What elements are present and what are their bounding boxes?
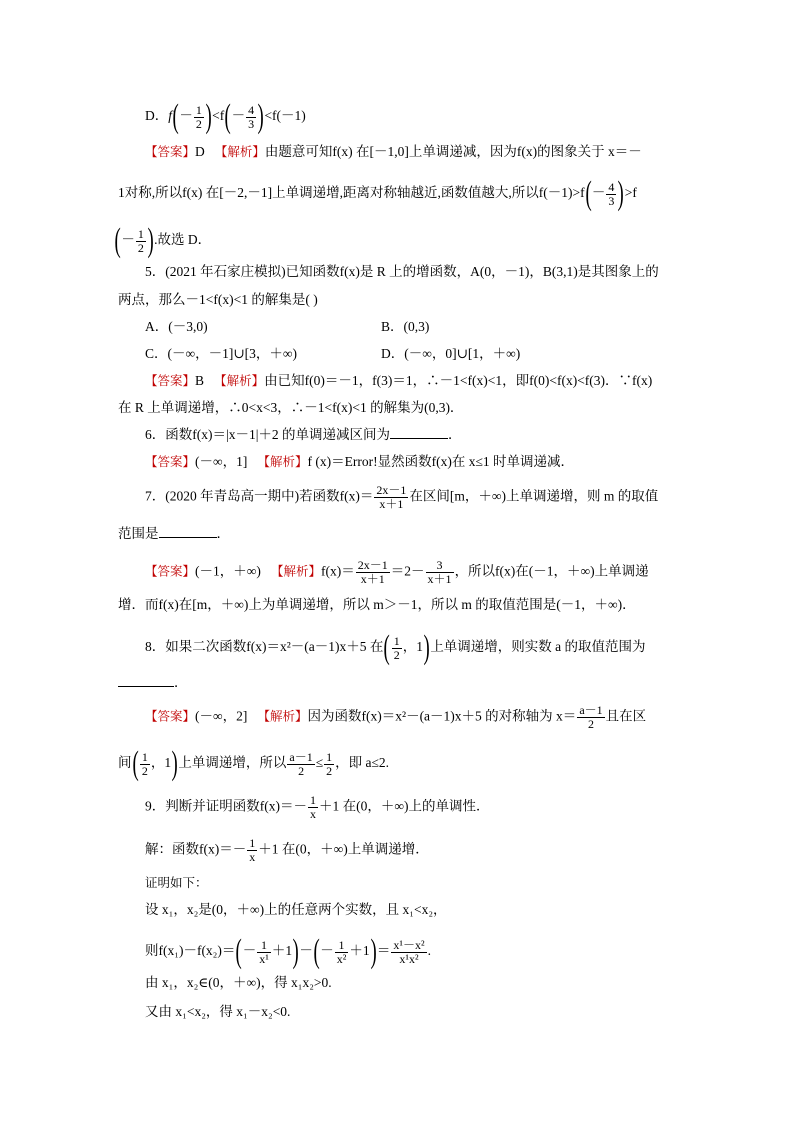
q7-stem-l2-end: ． [216,526,230,541]
q5-analysis-l2: 在 R 上单调递增，∴0<x<3，∴－1<f(x)<1 的解集为(0,3)． [118,400,464,415]
a-minus-one-over-two: $\frac{a-1}{2}$ [579,703,603,731]
q8-stem-l2 [118,674,188,692]
q8-stem-end: ． [174,675,188,690]
proof-result-fraction: $\frac{\text{x¹－x²}}{\text{x¹x²}}$ [393,937,425,966]
q9-sol-post: ＋1 在(0，＋∞)上单调递增． [258,841,429,857]
fraction-one-half: $\frac{1}{2}$ [137,226,144,255]
fraction-one-half: $\frac{1}{2}$ [195,102,202,131]
equals-sign: ＝ [376,943,391,959]
one-over-x: $\frac{1}{x}$ [249,836,256,864]
q8-stem-post: 上单调递增，则实数 a 的取值范围为 [430,639,646,655]
q7-analysis-l2: 增．而f(x)在[m，＋∞)上为单调递增，所以 m＞－1，所以 m 的取值范围是(－1，＋∞)． [118,597,636,612]
q8-stem-l1: 8．如果二次函数f(x)＝x²－(a－1)x＋5 在( $\frac{1}{2}$ ，1)上单调递增，则实数 a 的取值范围为 [145,629,646,666]
q5-answer: B [195,373,205,388]
q4-answer: D [195,144,205,159]
less-than-f: <f [212,108,225,124]
answer-tag: 【答案】 [145,708,196,724]
q7-stem-post: 在区间[m，＋∞)上单调递增，则 m 的取值 [409,488,659,504]
q9-proof-l2: 则f(x₁)－f(x₂)＝(－ $\frac{1}{\text{x¹}}$ ＋1)－(－ $\frac{1}{\text{x²}}$ ＋1)＝ $\frac{\text{x¹－x²}}{\text{x¹x²}}$ . [145,933,431,970]
minus-sign: － [320,943,334,959]
q6-stem-end: ． [448,427,462,442]
fraction-four-thirds: $\frac{4}{3}$ [248,102,255,131]
q8-answer: (－∞，2] [195,708,248,724]
fraction-one-half: $\frac{1}{2}$ [326,749,333,778]
analysis-tag: 【解析】 [271,563,322,579]
q8-analysis-post: 且在区 [605,708,647,724]
q7-analysis-post: ，所以f(x)在(－1，＋∞)上单调递 [454,563,649,579]
plus-one: ＋1 [349,943,370,959]
interval-sep: ，1 [150,755,172,771]
one-over-x1: $\frac{1}{\text{x¹}}$ [259,937,269,966]
one-over-x2: $\frac{1}{\text{x²}}$ [336,937,347,966]
q9-sol-pre: 解：函数f(x)＝－ [145,841,247,857]
answer-blank [159,525,217,538]
minus-sign: － [231,108,246,124]
greater-than-f: >f [624,185,637,201]
answer-blank [118,674,174,687]
q7-answer: (－1，＋∞) [195,563,261,579]
q7-analysis-pre: f(x)＝ [321,563,355,579]
option-d-tail: <f(－1) [264,108,306,124]
q8-analysis-l2: 间( $\frac{1}{2}$ ，1)上单调递增，所以 $\frac{a-1}{2}$ ≤ $\frac{1}{2}$ ，即 a≤2. [118,745,390,782]
answer-tag: 【答案】 [145,373,196,388]
minus-sign: － [591,185,606,201]
q4-analysis-tail: .故选 D． [154,232,212,248]
fraction-one-half: $\frac{1}{2}$ [141,749,148,778]
q7-stem-l2-text: 范围是 [118,526,159,541]
q9-proof-l4: 又由 x₁<x₂，得 x₁－x₂<0. [145,1004,291,1019]
q9-solution [145,837,429,864]
one-over-x: $\frac{1}{x}$ [310,793,316,821]
q9-stem [145,794,490,821]
q9-proof-l3: 由 x₁，x₂∈(0，＋∞)，得 x₁x₂>0. [145,975,332,990]
q5-analysis-l1: 由已知f(0)＝－1，f(3)＝1，∴－1<f(x)<1，即f(0)<f(x)<f(3)．∵f(x) [264,373,653,388]
q6-stem-text: 6．函数f(x)＝|x－1|＋2 的单调递减区间为 [145,427,391,442]
le-sign: ≤ [315,755,324,771]
q8-stem-pre: 8．如果二次函数f(x)＝x²－(a－1)x＋5 在 [145,639,384,655]
a-minus-one-over-two: $\frac{a-1}{2}$ [289,749,313,778]
q4-analysis-l1: 由题意可知f(x) 在[－1,0]上单调递减，因为f(x)的图象关于 x＝－ [264,144,642,159]
fraction-four-thirds: $\frac{4}{3}$ [608,179,615,208]
analysis-tag: 【解析】 [257,708,308,724]
q9-proof-l1: 设 x₁，x₂是(0，＋∞)上的任意两个实数，且 x₁<x₂， [145,902,447,917]
minus-sign: － [179,108,193,124]
answer-tag: 【答案】 [145,454,196,469]
minus-sign: － [299,943,313,959]
q8-analysis-pre: 因为函数f(x)＝x²－(a－1)x＋5 的对称轴为 x＝ [307,708,577,724]
minus-sign: － [121,232,135,248]
q7-fraction: $\frac{2x-1}{x+1}$ [376,483,407,511]
q7-answer-line [145,559,649,586]
q7-stem-l2 [118,525,230,543]
q8-analysis-l2-pre: 间 [118,755,132,771]
q9-proof-title: 证明如下： [145,876,208,890]
q9-proof-l2-pre: 则f(x₁)－f(x₂)＝ [145,943,236,959]
q7-analysis-mid: ＝2－ [390,563,425,579]
minus-sign: － [242,943,257,959]
q4-answer-line [145,143,642,161]
q4-analysis-line3: (－ $\frac{1}{2}$ ).故选 D． [114,222,212,259]
q5-option-a: A．(－3,0) [145,319,208,334]
q7-stem-l1 [145,484,658,511]
q8-answer-line [145,704,646,731]
option-label: D． [145,108,169,124]
q5-option-b: B．(0,3) [381,319,430,334]
end-dot: . [427,943,431,959]
q4-analysis-l2: 1对称,所以f(x) 在[－2,－1]上单调递增,距离对称轴越近,函数值越大,所以f(－1)>f [118,185,585,201]
answer-blank [390,426,448,439]
analysis-tag: 【解析】 [214,373,265,388]
q5-answer-line [145,372,652,390]
q6-analysis: f (x)＝Error!显然函数f(x)在 x≤1 时单调递减． [307,454,575,469]
q9-stem-pre: 9．判断并证明函数f(x)＝－ [145,798,307,814]
q7-fraction-2: $\frac{3}{x+1}$ [427,558,452,586]
q7-fraction: $\frac{2x-1}{x+1}$ [357,558,388,586]
q4-analysis-line2: 1对称,所以f(x) 在[－2,－1]上单调递增,距离对称轴越近,函数值越大,所以f(－1)>f(－ $\frac{4}{3}$ )>f [118,175,637,212]
q6-answer: (－∞，1] [195,454,248,469]
fraction-one-half: $\frac{1}{2}$ [393,633,400,662]
q5-stem-l1: 5．(2021 年石家庄模拟)已知函数f(x)是 R 上的增函数，A(0，－1)，B(3,1)是其图象上的 [145,264,659,279]
analysis-tag: 【解析】 [257,454,308,469]
q9-stem-post: ＋1 在(0，＋∞)上的单调性． [319,798,490,814]
q7-stem-pre: 7．(2020 年青岛高一期中)若函数f(x)＝ [145,488,374,504]
q8-analysis-l2-post: ，即 a≤2. [335,755,390,771]
q5-option-d: D．(－∞，0]∪[1，＋∞) [381,346,521,361]
q6-stem [145,426,462,444]
q6-answer-line [145,453,574,471]
interval-sep: ，1 [402,639,423,655]
q5-stem-l2: 两点，那么－1<f(x)<1 的解集是( ) [118,292,318,307]
answer-tag: 【答案】 [145,144,196,159]
plus-one: ＋1 [271,943,293,959]
analysis-tag: 【解析】 [214,144,265,159]
q5-option-c: C．(－∞，－1]∪[3，＋∞) [145,346,298,361]
q4-option-d: D．f(－ $\frac{1}{2}$ )<f(－ $\frac{4}{3}$ )<f(－1) [145,98,306,135]
answer-tag: 【答案】 [145,563,196,579]
q8-analysis-l2-mid: 上单调递增，所以 [178,755,287,771]
